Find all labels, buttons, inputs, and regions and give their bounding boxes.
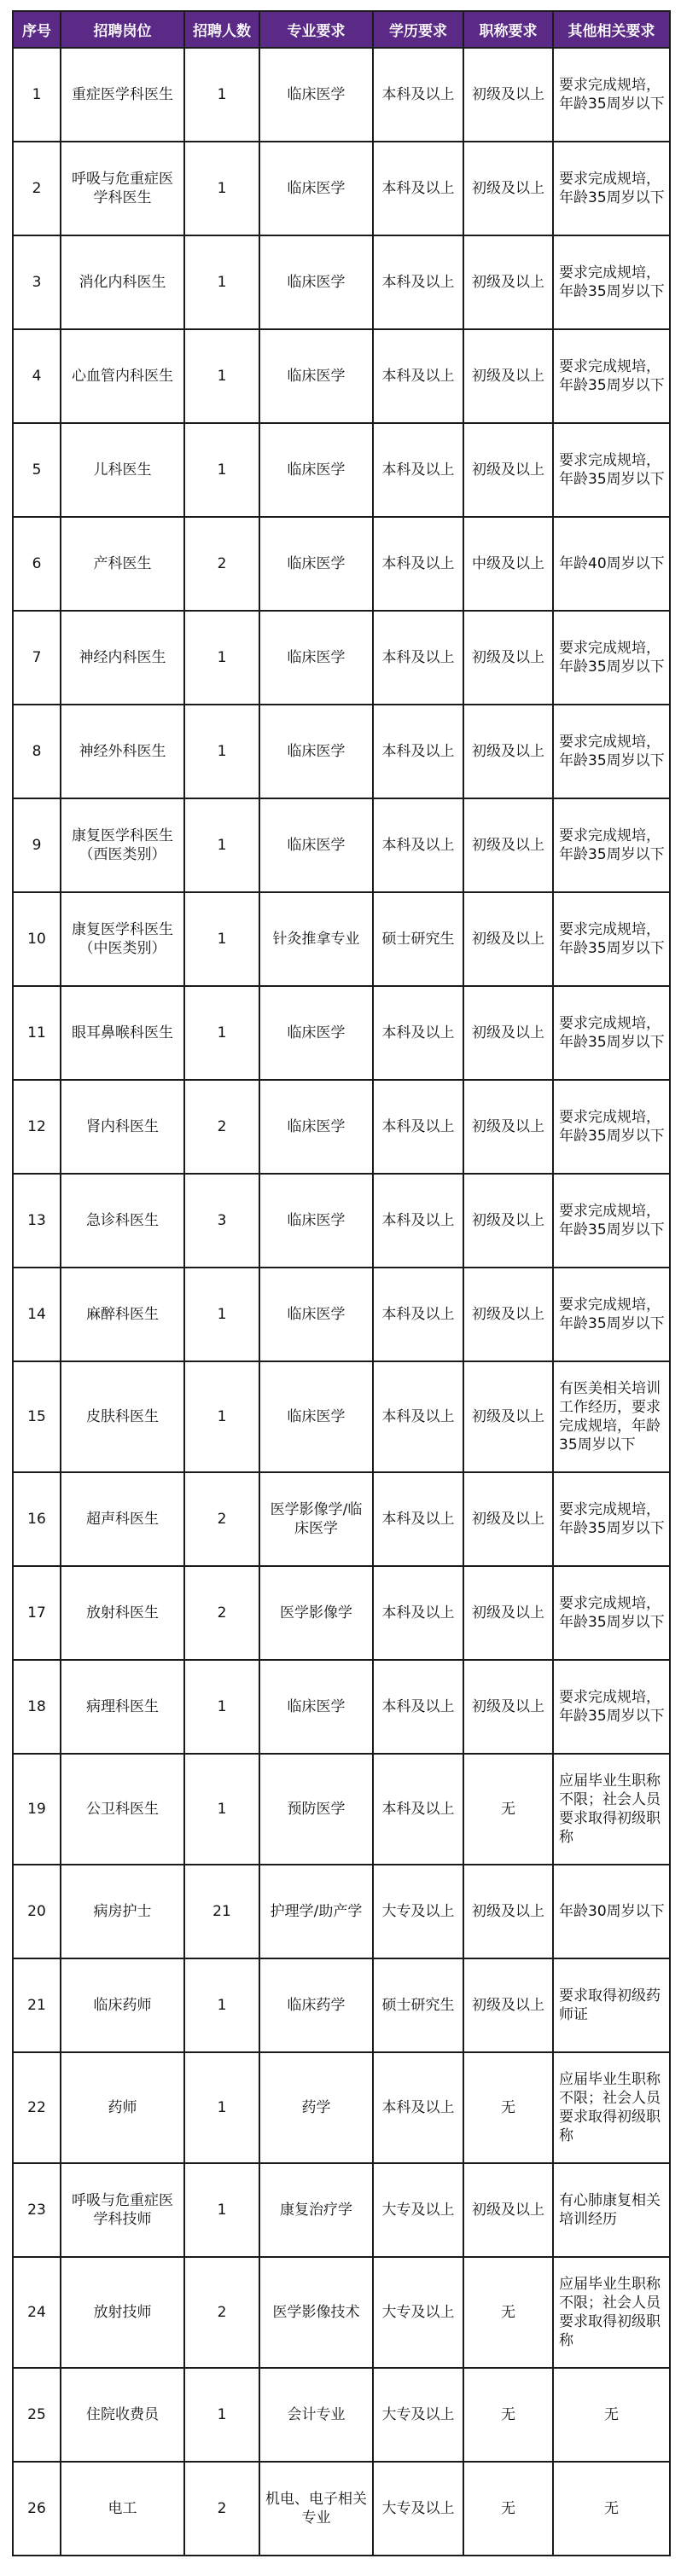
cell-education: 本科及以上 [373,517,463,611]
cell-title: 初级及以上 [463,611,553,705]
header-no: 序号 [13,11,61,48]
table-body [13,48,670,2556]
cell-title: 无 [463,2368,553,2462]
cell-education: 本科及以上 [373,2052,463,2163]
cell-major: 临床医学 [259,329,373,423]
cell-count: 1 [184,423,259,517]
cell-major: 会计专业 [259,2368,373,2462]
table-row [13,2052,670,2163]
table-row [13,1361,670,1472]
cell-no: 13 [13,1174,61,1268]
cell-no: 24 [13,2257,61,2368]
cell-title: 初级及以上 [463,798,553,892]
cell-count: 1 [184,611,259,705]
cell-major: 医学影像技术 [259,2257,373,2368]
cell-post: 产科医生 [61,517,184,611]
cell-major: 临床药学 [259,1958,373,2052]
cell-major: 预防医学 [259,1754,373,1865]
cell-title: 初级及以上 [463,1660,553,1754]
table-row [13,48,670,142]
cell-title: 无 [463,2462,553,2556]
cell-count: 1 [184,2368,259,2462]
cell-no: 2 [13,142,61,235]
cell-no: 5 [13,423,61,517]
table-row [13,892,670,986]
cell-count: 3 [184,1174,259,1268]
header-other: 其他相关要求 [553,11,670,48]
header-post: 招聘岗位 [61,11,184,48]
cell-education: 本科及以上 [373,986,463,1080]
header-title: 职称要求 [463,11,553,48]
table-row [13,1472,670,1566]
cell-count: 1 [184,798,259,892]
cell-major: 机电、电子相关专业 [259,2462,373,2556]
cell-education: 本科及以上 [373,1174,463,1268]
cell-post: 超声科医生 [61,1472,184,1566]
cell-post: 眼耳鼻喉科医生 [61,986,184,1080]
cell-no: 1 [13,48,61,142]
cell-other: 年龄30周岁以下 [553,1865,670,1958]
cell-post: 呼吸与危重症医学科技师 [61,2163,184,2257]
cell-other: 有医美相关培训工作经历，要求完成规培，年龄35周岁以下 [553,1361,670,1472]
cell-other: 要求完成规培，年龄35周岁以下 [553,1080,670,1174]
cell-title: 初级及以上 [463,1361,553,1472]
cell-education: 本科及以上 [373,705,463,798]
cell-post: 放射科医生 [61,1566,184,1660]
cell-no: 9 [13,798,61,892]
cell-title: 初级及以上 [463,986,553,1080]
cell-major: 临床医学 [259,798,373,892]
cell-count: 1 [184,329,259,423]
cell-count: 1 [184,1754,259,1865]
cell-post: 药师 [61,2052,184,2163]
cell-education: 本科及以上 [373,1754,463,1865]
cell-post: 急诊科医生 [61,1174,184,1268]
table-row [13,1080,670,1174]
cell-title: 初级及以上 [463,1080,553,1174]
cell-other: 要求完成规培，年龄35周岁以下 [553,48,670,142]
cell-education: 本科及以上 [373,1268,463,1361]
cell-major: 临床医学 [259,235,373,329]
cell-major: 临床医学 [259,423,373,517]
cell-other: 要求完成规培，年龄35周岁以下 [553,1566,670,1660]
cell-other: 应届毕业生职称不限；社会人员要求取得初级职称 [553,1754,670,1865]
cell-no: 4 [13,329,61,423]
cell-count: 1 [184,1958,259,2052]
cell-no: 12 [13,1080,61,1174]
cell-other: 要求完成规培，年龄35周岁以下 [553,705,670,798]
cell-post: 电工 [61,2462,184,2556]
cell-post: 神经内科医生 [61,611,184,705]
cell-count: 1 [184,2163,259,2257]
cell-title: 初级及以上 [463,2163,553,2257]
cell-no: 19 [13,1754,61,1865]
cell-post: 康复医学科医生（西医类别） [61,798,184,892]
cell-other: 有心肺康复相关培训经历 [553,2163,670,2257]
cell-count: 1 [184,1660,259,1754]
table-row [13,1660,670,1754]
cell-education: 本科及以上 [373,798,463,892]
cell-major: 临床医学 [259,48,373,142]
cell-no: 10 [13,892,61,986]
table-row [13,517,670,611]
header-count: 招聘人数 [184,11,259,48]
cell-other: 无 [553,2368,670,2462]
cell-title: 初级及以上 [463,142,553,235]
table-row [13,1958,670,2052]
table-row [13,1754,670,1865]
cell-title: 初级及以上 [463,1958,553,2052]
cell-education: 本科及以上 [373,423,463,517]
cell-other: 要求取得初级药师证 [553,1958,670,2052]
cell-education: 本科及以上 [373,1361,463,1472]
cell-title: 初级及以上 [463,1566,553,1660]
cell-other: 要求完成规培，年龄35周岁以下 [553,235,670,329]
cell-education: 大专及以上 [373,2368,463,2462]
cell-post: 呼吸与危重症医学科医生 [61,142,184,235]
cell-no: 7 [13,611,61,705]
cell-post: 消化内科医生 [61,235,184,329]
cell-major: 针灸推拿专业 [259,892,373,986]
cell-education: 大专及以上 [373,2462,463,2556]
cell-major: 康复治疗学 [259,2163,373,2257]
cell-count: 2 [184,1566,259,1660]
cell-other: 年龄40周岁以下 [553,517,670,611]
header-major: 专业要求 [259,11,373,48]
cell-post: 放射技师 [61,2257,184,2368]
table-row [13,1865,670,1958]
cell-no: 18 [13,1660,61,1754]
table-row [13,1268,670,1361]
cell-no: 15 [13,1361,61,1472]
cell-education: 大专及以上 [373,1865,463,1958]
cell-count: 2 [184,2462,259,2556]
cell-title: 初级及以上 [463,892,553,986]
cell-major: 临床医学 [259,517,373,611]
cell-major: 临床医学 [259,611,373,705]
cell-education: 本科及以上 [373,1472,463,1566]
cell-major: 护理学/助产学 [259,1865,373,1958]
cell-no: 16 [13,1472,61,1566]
cell-major: 临床医学 [259,705,373,798]
cell-post: 儿科医生 [61,423,184,517]
table-row [13,423,670,517]
cell-no: 26 [13,2462,61,2556]
cell-other: 应届毕业生职称不限；社会人员要求取得初级职称 [553,2257,670,2368]
table-row [13,986,670,1080]
table-row [13,2163,670,2257]
cell-no: 6 [13,517,61,611]
cell-count: 1 [184,892,259,986]
cell-education: 本科及以上 [373,611,463,705]
cell-count: 2 [184,517,259,611]
cell-other: 要求完成规培，年龄35周岁以下 [553,986,670,1080]
cell-title: 无 [463,2052,553,2163]
cell-education: 本科及以上 [373,1566,463,1660]
cell-title: 初级及以上 [463,1174,553,1268]
cell-title: 初级及以上 [463,705,553,798]
cell-other: 应届毕业生职称不限；社会人员要求取得初级职称 [553,2052,670,2163]
cell-post: 病房护士 [61,1865,184,1958]
cell-title: 初级及以上 [463,1472,553,1566]
cell-post: 重症医学科医生 [61,48,184,142]
cell-post: 临床药师 [61,1958,184,2052]
cell-no: 11 [13,986,61,1080]
cell-major: 临床医学 [259,1268,373,1361]
cell-major: 药学 [259,2052,373,2163]
cell-title: 初级及以上 [463,1268,553,1361]
cell-other: 无 [553,2462,670,2556]
cell-other: 要求完成规培，年龄35周岁以下 [553,329,670,423]
cell-count: 2 [184,1080,259,1174]
cell-no: 14 [13,1268,61,1361]
cell-education: 硕士研究生 [373,1958,463,2052]
cell-major: 临床医学 [259,1174,373,1268]
cell-education: 本科及以上 [373,1660,463,1754]
header-row [13,11,670,48]
cell-major: 临床医学 [259,142,373,235]
table-row [13,705,670,798]
cell-count: 1 [184,2052,259,2163]
recruitment-table [12,10,671,2556]
cell-count: 1 [184,235,259,329]
cell-other: 要求完成规培，年龄35周岁以下 [553,423,670,517]
cell-count: 2 [184,2257,259,2368]
table-row [13,142,670,235]
cell-post: 肾内科医生 [61,1080,184,1174]
cell-major: 医学影像学 [259,1566,373,1660]
cell-education: 本科及以上 [373,48,463,142]
cell-other: 要求完成规培，年龄35周岁以下 [553,1660,670,1754]
cell-no: 21 [13,1958,61,2052]
cell-major: 临床医学 [259,1361,373,1472]
cell-no: 17 [13,1566,61,1660]
cell-education: 本科及以上 [373,329,463,423]
cell-post: 心血管内科医生 [61,329,184,423]
cell-other: 要求完成规培，年龄35周岁以下 [553,611,670,705]
cell-post: 病理科医生 [61,1660,184,1754]
cell-title: 初级及以上 [463,329,553,423]
table-row [13,2368,670,2462]
cell-no: 3 [13,235,61,329]
cell-no: 8 [13,705,61,798]
cell-other: 要求完成规培，年龄35周岁以下 [553,142,670,235]
table-row [13,611,670,705]
header-education: 学历要求 [373,11,463,48]
cell-other: 要求完成规培，年龄35周岁以下 [553,892,670,986]
cell-title: 无 [463,2257,553,2368]
cell-count: 2 [184,1472,259,1566]
cell-post: 康复医学科医生（中医类别） [61,892,184,986]
cell-no: 25 [13,2368,61,2462]
cell-post: 公卫科医生 [61,1754,184,1865]
cell-count: 1 [184,48,259,142]
cell-other: 要求完成规培，年龄35周岁以下 [553,1472,670,1566]
cell-major: 临床医学 [259,1660,373,1754]
cell-post: 神经外科医生 [61,705,184,798]
cell-major: 临床医学 [259,1080,373,1174]
cell-education: 大专及以上 [373,2163,463,2257]
table-row [13,798,670,892]
cell-count: 1 [184,986,259,1080]
table-row [13,329,670,423]
cell-education: 本科及以上 [373,235,463,329]
cell-title: 中级及以上 [463,517,553,611]
cell-major: 临床医学 [259,986,373,1080]
cell-post: 麻醉科医生 [61,1268,184,1361]
cell-title: 无 [463,1754,553,1865]
cell-other: 要求完成规培，年龄35周岁以下 [553,1268,670,1361]
cell-other: 要求完成规培，年龄35周岁以下 [553,798,670,892]
cell-title: 初级及以上 [463,48,553,142]
cell-post: 住院收费员 [61,2368,184,2462]
cell-no: 22 [13,2052,61,2163]
cell-post: 皮肤科医生 [61,1361,184,1472]
cell-education: 本科及以上 [373,142,463,235]
cell-no: 20 [13,1865,61,1958]
cell-title: 初级及以上 [463,423,553,517]
cell-no: 23 [13,2163,61,2257]
table-row [13,2257,670,2368]
table-row [13,235,670,329]
cell-education: 大专及以上 [373,2257,463,2368]
recruitment-table-container [12,10,671,2556]
cell-count: 1 [184,142,259,235]
cell-title: 初级及以上 [463,1865,553,1958]
cell-count: 21 [184,1865,259,1958]
cell-count: 1 [184,1361,259,1472]
cell-count: 1 [184,1268,259,1361]
cell-education: 硕士研究生 [373,892,463,986]
cell-other: 要求完成规培，年龄35周岁以下 [553,1174,670,1268]
table-row [13,2462,670,2556]
cell-count: 1 [184,705,259,798]
table-row [13,1174,670,1268]
cell-education: 本科及以上 [373,1080,463,1174]
table-row [13,1566,670,1660]
cell-title: 初级及以上 [463,235,553,329]
cell-major: 医学影像学/临床医学 [259,1472,373,1566]
